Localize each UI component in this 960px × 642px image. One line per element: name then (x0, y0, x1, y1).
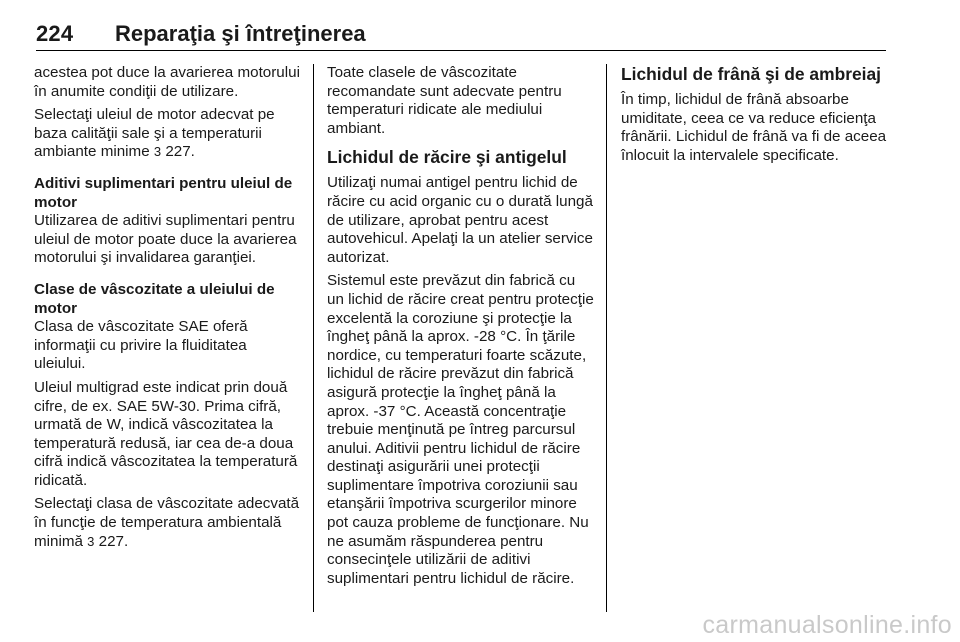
page-number: 224 (36, 21, 74, 46)
section-heading-coolant: Lichidul de răcire şi antigelul (327, 147, 567, 168)
column-2 (327, 64, 595, 593)
paragraph: acestea pot duce la avarierea motorului în anumite condiţii de utilizare. (34, 64, 300, 100)
section-heading-brake-fluid: Lichidul de frână şi de ambreiaj (621, 64, 881, 84)
paragraph: Selectaţi clasa de vâscozitate adecvată în funcţie de temperatura ambientală minimă 3 227. (34, 495, 300, 550)
paragraph: Toate clasele de vâscozitate recomandate sunt adecvate pentru temperaturi ridicate ale mediului ambiant. (327, 64, 562, 137)
page-reference-icon: 3 (87, 533, 95, 549)
watermark: carmanualsonline.info (702, 611, 952, 639)
column-divider (606, 64, 607, 612)
subheading-additives: Aditivi suplimentari pentru uleiul de motor (34, 174, 293, 211)
paragraph: Clasa de vâscozitate SAE oferă informaţii cu privire la fluiditatea uleiului. (34, 318, 248, 373)
page-reference-link[interactable]: 227. (165, 143, 195, 161)
paragraph: Uleiul multigrad este indicat prin două cifre, de ex. SAE 5W-30. Prima cifră, urmată de W, indică vâscozitatea la temperatură redusă, iar cea de-a doua cifră indică vâscozitatea la temperatură ridicată. (34, 378, 298, 489)
paragraph: Selectaţi uleiul de motor adecvat pe baza calităţii sale şi a temperaturii ambiante minime 3 227. (34, 106, 275, 161)
column-1 (34, 64, 302, 556)
paragraph: Sistemul este prevăzut din fabrică cu un lichid de răcire creat pentru protecţie excelentă la coroziune şi protecţie la îngheţ până la aprox. -28 °C. În ţările nordice, cu temperaturi foarte scăzute, lichidul de răcire prevăzut din fabrică asigură protecţie la îngheţ până la aprox. -37 °C. Această concentraţie trebuie menţinută pe întreg parcursul anului. Aditivii pentru lichidul de răcire destinaţi asigurării unei protecţii suplimentare împotriva coroziunii sau etanşării împotriva scurgerilor minore pot cauza probleme de funcţionare. Nu ne asumăm răspunderea pentru consecinţele utilizării de aditivi suplimentari pentru lichidul de răcire. (327, 272, 594, 587)
page-reference-link[interactable]: 227. (98, 532, 129, 550)
column-3 (621, 64, 889, 170)
paragraph: Utilizarea de aditivi suplimentari pentru uleiul de motor poate duce la avarierea motorului şi invalidarea garanţiei. (34, 212, 297, 267)
page-header (36, 21, 886, 51)
paragraph: În timp, lichidul de frână absoarbe umiditate, ceea ce va reduce eficienţa frânării. Lichidul de frână va fi de aceea înlocuit la intervalele specificate. (621, 91, 887, 164)
paragraph: Utilizaţi numai antigel pentru lichid de răcire cu acid organic cu o durată lungă de utilizare, aprobat pentru acest autovehicul. Apelaţi la un atelier service autorizat. (327, 174, 593, 266)
subheading-viscosity: Clase de vâscozitate a uleiului de motor (34, 280, 275, 317)
chapter-title: Reparaţia şi întreţinerea (115, 21, 366, 46)
page-reference-icon: 3 (153, 144, 162, 160)
column-divider (313, 64, 314, 612)
